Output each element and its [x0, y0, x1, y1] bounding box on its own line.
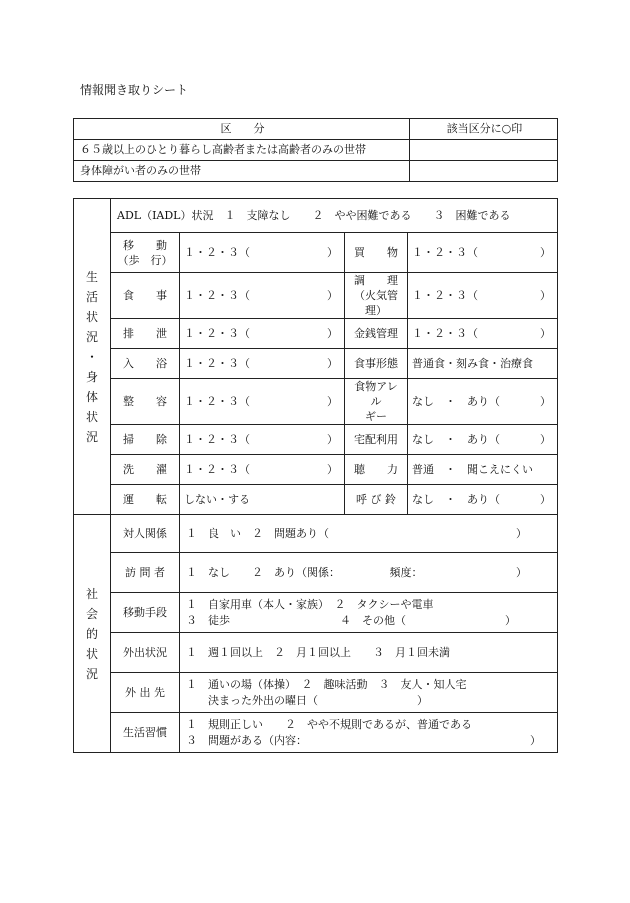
- social-line2-close: ）: [530, 733, 542, 747]
- life-right-label-text: 聴 力: [354, 463, 398, 476]
- life-right-value-text: １・２・３（: [412, 245, 478, 259]
- household-row-disabled: 身体障がい者のみの世帯: [74, 161, 410, 182]
- life-left-label-text: 洗 濯: [123, 463, 167, 476]
- life-right-label-sub: ギー: [365, 410, 387, 423]
- life-right-value[interactable]: [408, 425, 558, 455]
- social-line1: [186, 565, 553, 581]
- life-left-value-text: １・２・３（: [184, 462, 250, 476]
- life-right-label: [345, 273, 408, 319]
- life-left-label: [111, 455, 180, 485]
- social-row: [74, 593, 558, 633]
- social-value[interactable]: [180, 633, 558, 673]
- life-row: [74, 425, 558, 455]
- adl-status: ADL（IADL）状況 １ 支障なし ２ やや困難である ３ 困難である: [111, 199, 558, 233]
- mark-cell-elderly[interactable]: [410, 140, 558, 161]
- page-title: 情報聞き取りシート: [80, 83, 189, 97]
- life-section-char: 状: [85, 309, 98, 324]
- social-line1: １ 規則正しい ２ やや不規則であるが、普通である: [186, 717, 472, 731]
- social-row: [74, 713, 558, 753]
- life-left-label-text: 整 容: [123, 395, 167, 408]
- life-left-value-close: ）: [327, 356, 338, 370]
- social-row: [74, 553, 558, 593]
- life-section-char: 身: [85, 369, 98, 384]
- life-right-label-text: 食事形態: [354, 357, 398, 370]
- life-right-value-line: [412, 289, 553, 303]
- social-row: [74, 633, 558, 673]
- life-left-value-text: １・２・３（: [184, 356, 250, 370]
- social-label: 対人関係: [111, 515, 180, 553]
- life-left-label: [111, 319, 180, 349]
- social-label: 外 出 先: [111, 673, 180, 713]
- life-row: [74, 319, 558, 349]
- life-left-value-line: [184, 289, 340, 303]
- life-right-value-close: ）: [540, 288, 552, 302]
- life-right-value-text: １・２・３（: [412, 288, 478, 302]
- life-row: [74, 233, 558, 273]
- life-right-value-close: ）: [540, 394, 552, 408]
- life-left-label-text: 入 浴: [123, 357, 167, 370]
- social-label: 外出状況: [111, 633, 180, 673]
- life-right-value[interactable]: [408, 349, 558, 379]
- life-left-value-close: ）: [327, 245, 338, 259]
- social-label: 訪 問 者: [111, 553, 180, 593]
- life-left-label: [111, 273, 180, 319]
- life-left-value[interactable]: [180, 349, 345, 379]
- social-line1-text: １ 良 い ２ 問題あり（: [186, 526, 329, 540]
- social-section-char: 会: [85, 606, 98, 621]
- social-line1: １ 自家用車（本人・家族） ２ タクシーや電車: [186, 597, 434, 611]
- life-right-value-close: ）: [540, 326, 552, 340]
- life-left-value[interactable]: [180, 233, 345, 273]
- life-section-char: ・: [85, 349, 98, 364]
- life-left-label-text: 掃 除: [123, 433, 167, 446]
- life-right-label-text: 食物アレル: [354, 380, 398, 408]
- life-right-value-text: 普通食・刻み食・治療食: [412, 356, 533, 370]
- life-right-value[interactable]: [408, 379, 558, 425]
- social-section-char: 的: [85, 626, 98, 641]
- social-line1: １ 週１回以上 ２ 月１回以上 ３ 月１回未満: [186, 645, 450, 659]
- life-right-value[interactable]: [408, 319, 558, 349]
- life-right-value-close: ）: [540, 245, 552, 259]
- life-right-label-text: 買 物: [354, 246, 398, 259]
- life-left-value-close: ）: [327, 288, 338, 302]
- life-right-value-close: ）: [540, 432, 552, 446]
- social-line1-close: ）: [516, 565, 528, 579]
- life-left-label-sub: （歩 行）: [117, 253, 173, 267]
- life-left-label: [111, 233, 180, 273]
- life-right-value-close: ）: [540, 492, 552, 506]
- life-left-label: [111, 425, 180, 455]
- life-right-label: [345, 425, 408, 455]
- life-row: [74, 273, 558, 319]
- life-right-value-line: [412, 433, 553, 447]
- social-value[interactable]: [180, 593, 558, 633]
- life-left-label-text: 排 泄: [123, 327, 167, 340]
- life-right-value-line: [412, 395, 553, 409]
- life-right-label-text: 呼 び 鈴: [356, 493, 396, 506]
- social-label: 生活習慣: [111, 713, 180, 753]
- life-row: [74, 349, 558, 379]
- life-left-value[interactable]: [180, 379, 345, 425]
- life-left-label-text: 運 転: [123, 493, 167, 506]
- life-row: [74, 455, 558, 485]
- assessment-table: [73, 198, 558, 753]
- life-left-label: [111, 379, 180, 425]
- social-section-char: 社: [85, 586, 98, 601]
- life-left-value-line: [184, 357, 340, 371]
- life-right-label: [345, 455, 408, 485]
- social-line1: [186, 526, 553, 542]
- social-section-char: 状: [85, 646, 98, 661]
- life-right-label: [345, 485, 408, 515]
- header-category: 区 分: [74, 119, 410, 140]
- life-right-value-text: なし ・ あり（: [412, 432, 500, 446]
- life-left-value[interactable]: [180, 319, 345, 349]
- adl-row: [74, 199, 558, 233]
- life-right-value-text: １・２・３（: [412, 326, 478, 340]
- life-section-char: 活: [85, 289, 98, 304]
- life-section-char: 状: [85, 409, 98, 424]
- life-right-value-line: [412, 463, 553, 477]
- life-right-value-text: なし ・ あり（: [412, 394, 500, 408]
- life-right-label-text: 金銭管理: [354, 327, 398, 340]
- household-row-elderly: ６５歳以上のひとり暮らし高齢者または高齢者のみの世帯: [74, 140, 410, 161]
- life-left-value[interactable]: [180, 273, 345, 319]
- life-left-value-text: １・２・３（: [184, 432, 250, 446]
- life-section-char: 況: [85, 329, 98, 344]
- social-value[interactable]: [180, 553, 558, 593]
- life-left-value-text: しない・する: [184, 492, 250, 506]
- life-right-label: [345, 379, 408, 425]
- life-section-label: [74, 199, 111, 515]
- life-left-value-text: １・２・３（: [184, 326, 250, 340]
- life-right-label-text: 調 理: [354, 274, 398, 287]
- life-section-char: 況: [85, 429, 98, 444]
- life-right-value-line: [412, 493, 553, 507]
- header-mark: 該当区分に○印: [410, 119, 558, 140]
- life-left-value-line: [184, 493, 340, 507]
- social-line2: [186, 733, 553, 749]
- social-label: 移動手段: [111, 593, 180, 633]
- life-section-char: 生: [85, 269, 98, 284]
- life-left-value-text: １・２・３（: [184, 288, 250, 302]
- life-left-value-line: [184, 327, 340, 341]
- life-left-value-line: [184, 395, 340, 409]
- social-line1-close: ）: [516, 526, 528, 540]
- life-left-label-text: 食 事: [123, 289, 167, 302]
- life-left-value-close: ）: [327, 394, 338, 408]
- life-left-value[interactable]: [180, 485, 345, 515]
- social-value[interactable]: [180, 515, 558, 553]
- social-line2: 決まった外出の曜日（ ）: [186, 693, 428, 707]
- social-line2-text: ３ 問題がある（内容：: [186, 733, 307, 747]
- life-left-value-line: [184, 246, 340, 260]
- social-row: [74, 515, 558, 553]
- social-line1: １ 通いの場（体操） ２ 趣味活動 ３ 友人・知人宅: [186, 677, 467, 691]
- social-value[interactable]: [180, 713, 558, 753]
- life-row: [74, 485, 558, 515]
- life-left-value[interactable]: [180, 425, 345, 455]
- social-line2: ３ 徒歩 ４ その他（ ）: [186, 613, 516, 627]
- life-left-value[interactable]: [180, 455, 345, 485]
- life-right-value-text: なし ・ あり（: [412, 492, 500, 506]
- life-right-value[interactable]: [408, 455, 558, 485]
- household-table: [73, 118, 558, 182]
- life-left-value-close: ）: [327, 432, 338, 446]
- mark-cell-disabled[interactable]: [410, 161, 558, 182]
- life-right-value[interactable]: [408, 485, 558, 515]
- life-left-value-line: [184, 463, 340, 477]
- life-left-value-text: １・２・３（: [184, 245, 250, 259]
- life-right-value-line: [412, 327, 553, 341]
- life-left-label: [111, 485, 180, 515]
- life-right-label-sub: （火気管理）: [354, 289, 398, 317]
- life-right-value-line: [412, 246, 553, 260]
- life-right-label: [345, 319, 408, 349]
- social-value[interactable]: [180, 673, 558, 713]
- life-right-value[interactable]: [408, 233, 558, 273]
- life-right-label-text: 宅配利用: [354, 433, 398, 446]
- life-right-value-text: 普通 ・ 聞こえにくい: [412, 462, 533, 476]
- social-section-label: [74, 515, 111, 753]
- social-row: [74, 673, 558, 713]
- life-right-label: [345, 233, 408, 273]
- social-line1-text: １ なし ２ あり（関係： 頻度：: [186, 565, 423, 579]
- life-left-value-close: ）: [327, 326, 338, 340]
- life-left-label: [111, 349, 180, 379]
- life-section-char: 体: [85, 389, 98, 404]
- life-row: [74, 379, 558, 425]
- life-left-value-text: １・２・３（: [184, 394, 250, 408]
- life-left-value-line: [184, 433, 340, 447]
- life-right-label: [345, 349, 408, 379]
- life-right-value-line: [412, 357, 553, 371]
- social-section-char: 況: [85, 666, 98, 681]
- life-left-label-text: 移 動: [123, 238, 167, 252]
- life-left-value-close: ）: [327, 462, 338, 476]
- life-right-value[interactable]: [408, 273, 558, 319]
